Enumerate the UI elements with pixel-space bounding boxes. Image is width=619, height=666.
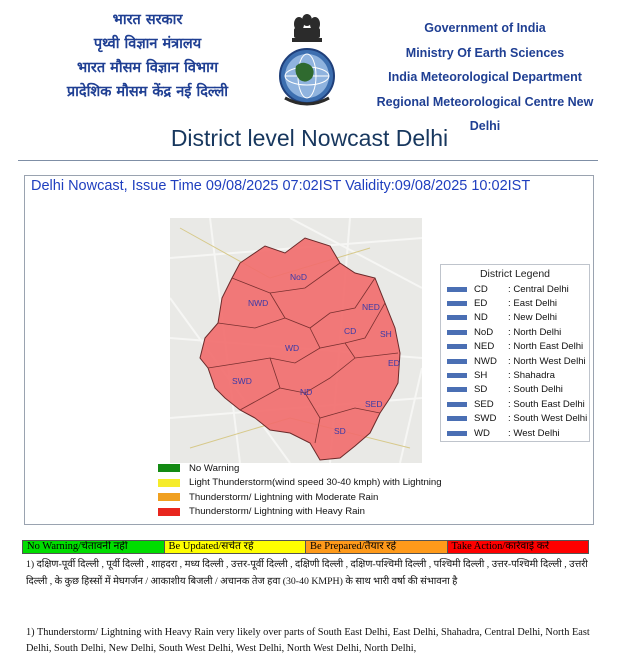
- status-be-prepared: Be Prepared/तैयार रहे: [306, 541, 448, 553]
- warning-swatch: [158, 493, 180, 501]
- district-label-sd: SD: [334, 426, 346, 436]
- legend-code: ED: [474, 298, 488, 310]
- legend-code: NoD: [474, 326, 494, 338]
- english-header: [360, 16, 610, 139]
- warning-swatch: [158, 464, 180, 472]
- warning-label: Thunderstorm/ Lightning with Moderate Rain: [189, 491, 379, 503]
- district-legend-row: [441, 311, 589, 325]
- district-label-ned: NED: [362, 302, 380, 312]
- status-be-updated: Be Updated/सचेत रहे: [165, 541, 307, 553]
- hindi-header-line: पृथ्वी विज्ञान मंत्रालय: [93, 36, 202, 52]
- legend-swatch: [447, 287, 467, 292]
- warning-label: Light Thunderstorm(wind speed 30-40 kmph) with Lightning: [189, 477, 442, 489]
- imd-emblem-logo: [272, 10, 342, 112]
- legend-name: : Central Delhi: [508, 283, 569, 295]
- legend-swatch: [447, 431, 467, 436]
- legend-swatch: [447, 301, 467, 306]
- district-legend-title: District Legend: [479, 268, 551, 280]
- district-label-nod: NoD: [290, 272, 308, 282]
- district-legend-row: [441, 282, 589, 296]
- english-header-line: India Meteorological Department: [388, 70, 582, 84]
- legend-code: ND: [474, 312, 488, 324]
- district-legend-row: [441, 397, 589, 411]
- legend-swatch: [447, 416, 467, 421]
- district-legend-row: [441, 426, 589, 440]
- legend-name: : North East Delhi: [508, 341, 584, 353]
- district-legend-row: [441, 383, 589, 397]
- hindi-header-line: भारत सरकार: [112, 12, 183, 28]
- legend-name: : South East Delhi: [508, 398, 585, 410]
- english-header-line: Ministry Of Earth Sciences: [405, 45, 565, 60]
- legend-swatch: [447, 359, 467, 364]
- legend-code: SED: [474, 398, 494, 410]
- legend-name: : Shahadra: [508, 370, 555, 382]
- legend-name: : South West Delhi: [508, 413, 588, 425]
- legend-name: : North Delhi: [508, 326, 562, 338]
- hindi-header-line: भारत मौसम विज्ञान विभाग: [76, 60, 219, 76]
- legend-code: SWD: [474, 413, 497, 425]
- legend-code: CD: [474, 283, 488, 295]
- legend-name: : East Delhi: [508, 298, 558, 310]
- legend-swatch: [447, 315, 467, 320]
- warning-legend: [155, 461, 460, 519]
- warning-swatch: [158, 479, 180, 487]
- district-legend-row: [441, 325, 589, 339]
- english-header-line: Government of India: [424, 21, 546, 35]
- legend-code: WD: [474, 427, 490, 439]
- warning-label: No Warning: [189, 462, 240, 474]
- district-label-ed: ED: [388, 358, 400, 368]
- district-legend-row: [441, 296, 589, 310]
- district-label-sed: SED: [365, 399, 383, 409]
- district-label-nd: ND: [300, 387, 313, 397]
- title-divider: [18, 160, 598, 161]
- legend-swatch: [447, 373, 467, 378]
- legend-name: : New Delhi: [508, 312, 558, 324]
- hindi-header-line: प्रादेशिक मौसम केंद्र नई दिल्ली: [66, 84, 229, 100]
- district-legend-row: [441, 368, 589, 382]
- nowcast-map-panel: [24, 175, 594, 525]
- legend-name: : West Delhi: [508, 427, 560, 439]
- issue-time-line: Delhi Nowcast, Issue Time 09/08/2025 07:02IST Validity:09/08/2025 10:02IST: [31, 178, 531, 194]
- page-title: District level Nowcast Delhi: [170, 125, 449, 151]
- district-label-sh: SH: [380, 329, 392, 339]
- district-label-swd: SWD: [232, 376, 252, 386]
- warning-swatch: [158, 508, 180, 516]
- district-legend-row: [441, 340, 589, 354]
- legend-code: SD: [474, 384, 488, 396]
- warning-legend-row: [155, 490, 460, 505]
- warning-legend-row: [155, 505, 460, 520]
- status-take-action: Take Action/कार्रवाई करें: [448, 541, 589, 553]
- district-legend-row: [441, 412, 589, 426]
- legend-swatch: [447, 387, 467, 392]
- warning-label: Thunderstorm/ Lightning with Heavy Rain: [189, 506, 365, 518]
- english-forecast-text: 1) Thunderstorm/ Lightning with Heavy Rain very likely over parts of South East Delhi, East Delhi, Shahadra, Central Delhi, North East Delhi, South Delhi, New Delhi, South West Delhi, West Delhi, North West Delhi, North Delhi,: [26, 627, 590, 654]
- hindi-header: [40, 8, 255, 104]
- hindi-forecast-text: 1) दक्षिण-पूर्वी दिल्ली , पूर्वी दिल्ली , शाहदरा , मध्य दिल्ली , उत्तर-पूर्वी दिल्ली , दक्षिणी दिल्ली , दक्षिण-पश्चिमी दिल्ली , पश्चिमी दिल्ली , उत्तर-पश्चिमी दिल्ली , उत्तरी दिल्ली , के कुछ हिस्सों में मेघगर्जन / आकाशीय बिजली / अचानक तेज हवा (30-40 KMPH) के साथ भारी वर्षा की संभावना है: [26, 559, 588, 587]
- district-label-cd: CD: [344, 326, 357, 336]
- legend-name: : North West Delhi: [508, 355, 586, 367]
- district-label-nwd: NWD: [248, 298, 269, 308]
- legend-swatch: [447, 344, 467, 349]
- district-legend: [440, 264, 590, 442]
- legend-code: SH: [474, 370, 488, 382]
- warning-status-bar: [22, 540, 589, 554]
- legend-name: : South Delhi: [508, 384, 563, 396]
- legend-swatch: [447, 402, 467, 407]
- legend-swatch: [447, 330, 467, 335]
- district-legend-row: [441, 354, 589, 368]
- warning-legend-row: [155, 476, 460, 491]
- delhi-district-map: [170, 218, 422, 463]
- status-no-warning: No Warning/चेतावनी नहीं: [23, 541, 165, 553]
- legend-code: NWD: [474, 355, 497, 367]
- district-label-wd: WD: [285, 343, 300, 353]
- legend-code: NED: [474, 341, 495, 353]
- english-header-line: Regional Meteorological Centre New Delhi: [376, 94, 594, 133]
- warning-legend-row: [155, 461, 460, 476]
